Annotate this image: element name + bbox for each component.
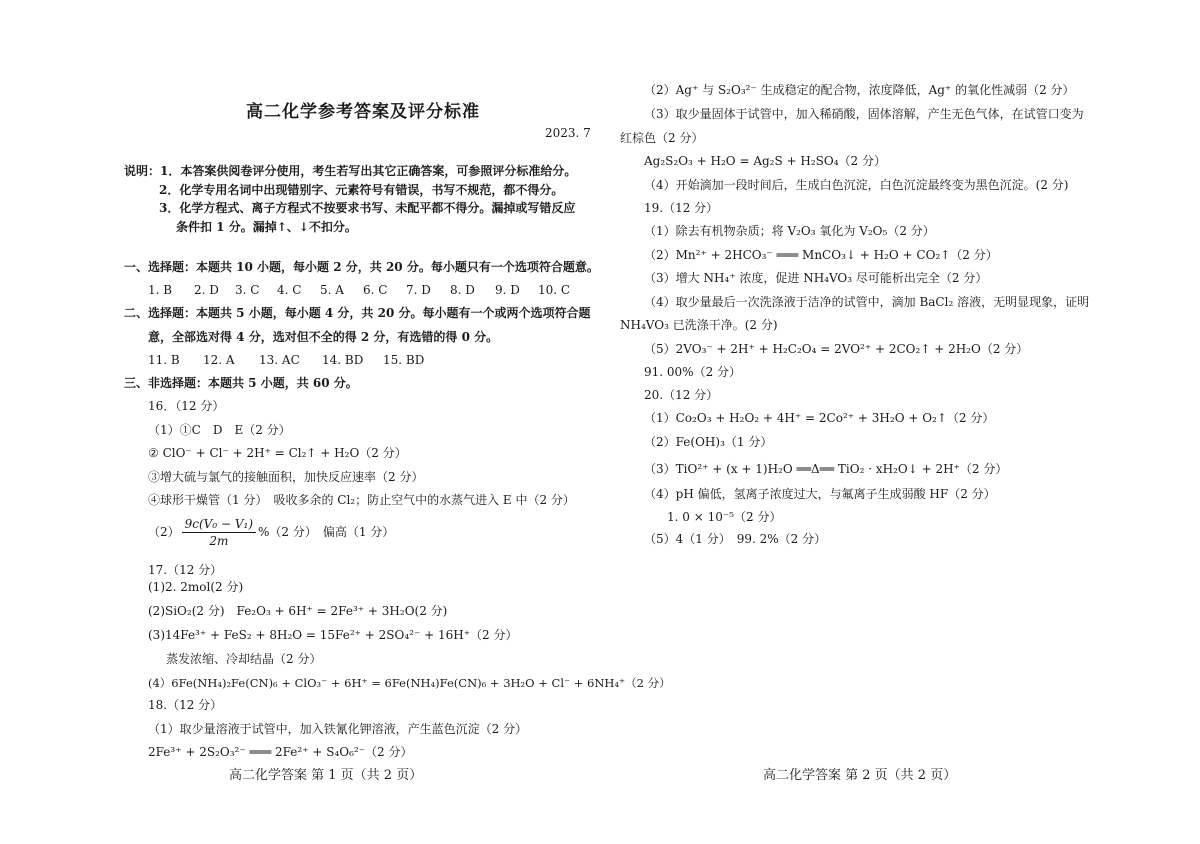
q16-line: ③增大硫与氯气的接触面积，加快反应速率（2 分）	[148, 470, 424, 484]
document-date: 2023. 7	[545, 126, 591, 140]
q19-line: （5）2VO₃⁻ + 2H⁺ + H₂C₂O₄ = 2VO²⁺ + 2CO₂↑ + 2H₂O（2 分）	[644, 342, 1029, 356]
q17-header: 17.（12 分）	[148, 563, 223, 577]
q19-line: （3）增大 NH₄⁺ 浓度，促进 NH₄VO₃ 尽可能析出完全（2 分）	[644, 271, 988, 285]
answer-item: 8. D	[450, 283, 475, 297]
q18-line: 红棕色（2 分）	[620, 131, 704, 145]
fraction	[182, 516, 256, 549]
q19-line: 91. 00%（2 分）	[644, 365, 742, 379]
q20-header: 20.（12 分）	[644, 388, 719, 402]
note-1: 说明：1．本答案供阅卷评分使用，考生若写出其它正确答案，可参照评分标准给分。	[124, 164, 577, 178]
q17-line: (1)2. 2mol(2 分)	[148, 580, 244, 594]
q18-line: （2）Ag⁺ 与 S₂O₃²⁻ 生成稳定的配合物，浓度降低，Ag⁺ 的氧化性减弱（2 分）	[644, 83, 1075, 97]
q19-header: 19.（12 分）	[644, 201, 719, 215]
q16-line: ④球形干燥管（1 分） 吸收多余的 Cl₂；防止空气中的水蒸气进入 E 中（2 分）	[148, 493, 575, 507]
q16-part2-label: （2）	[148, 525, 180, 539]
q16-part2-suffix: %（2 分） 偏高（1 分）	[258, 525, 395, 539]
q20-line: （5）4（1 分） 99. 2%（2 分）	[644, 532, 827, 546]
q18-line: 2Fe³⁺ + 2S₂O₃²⁻ ═══ 2Fe²⁺ + S₄O₆²⁻（2 分）	[148, 745, 413, 759]
q16-fraction-line	[148, 516, 394, 549]
q16-line: ② ClO⁻ + Cl⁻ + 2H⁺ = Cl₂↑ + H₂O（2 分）	[148, 446, 407, 460]
q18-line: （4）开始滴加一段时间后，生成白色沉淀，白色沉淀最终变为黑色沉淀。(2 分)	[644, 178, 1069, 192]
answer-item: 12. A	[203, 353, 235, 367]
q18-line: Ag₂S₂O₃ + H₂O = Ag₂S + H₂SO₄（2 分）	[644, 154, 886, 168]
answer-item: 9. D	[495, 283, 520, 297]
q19-line: NH₄VO₃ 已洗涤干净。(2 分)	[620, 318, 778, 332]
fraction-numerator: 9c(V₀ − V₁)	[182, 516, 256, 533]
q17-line: 蒸发浓缩、冷却结晶（2 分）	[166, 652, 322, 666]
note-2: 2．化学专用名词中出现错别字、元素符号有错误，书写不规范，都不得分。	[159, 183, 564, 197]
answer-item: 5. A	[320, 283, 344, 297]
note-3-cont: 条件扣 1 分。漏掉↑、↓不扣分。	[176, 220, 357, 234]
note-3: 3．化学方程式、离子方程式不按要求书写、未配平都不得分。漏掉或写错反应	[159, 201, 576, 215]
q20-line: 1. 0 × 10⁻⁵（2 分）	[667, 510, 782, 524]
q19-line: （1）除去有机物杂质；将 V₂O₃ 氧化为 V₂O₅（2 分）	[644, 224, 935, 238]
q20-line: （3）TiO²⁺ + (x + 1)H₂O ══Δ══ TiO₂ · xH₂O↓ + 2H⁺（2 分）	[644, 462, 1008, 476]
answer-item: 11. B	[148, 353, 180, 367]
q20-line: （4）pH 偏低，氢离子浓度过大，与氟离子生成弱酸 HF（2 分）	[644, 487, 996, 501]
q17-line: (4）6Fe(NH₄)₂Fe(CN)₆ + ClO₃⁻ + 6H⁺ = 6Fe(NH₄)Fe(CN)₆ + 3H₂O + Cl⁻ + 6NH₄⁺（2 分）	[148, 676, 671, 690]
q18-line: （3）取少量固体于试管中，加入稀硝酸，固体溶解，产生无色气体，在试管口变为	[644, 107, 1084, 121]
q18-header: 18.（12 分）	[148, 698, 223, 712]
fraction-denominator: 2m	[209, 534, 229, 548]
answer-item: 10. C	[538, 283, 571, 297]
q17-line: (2)SiO₂(2 分) Fe₂O₃ + 6H⁺ = 2Fe³⁺ + 3H₂O(2 分)	[148, 604, 448, 618]
q20-line: （2）Fe(OH)₃（1 分）	[644, 435, 773, 449]
answer-item: 4. C	[277, 283, 302, 297]
q20-line: （1）Co₂O₃ + H₂O₂ + 4H⁺ = 2Co²⁺ + 3H₂O + O₂↑（2 分）	[644, 411, 995, 425]
answer-item: 13. AC	[259, 353, 300, 367]
answer-item: 2. D	[194, 283, 219, 297]
section-2-heading: 二、选择题：本题共 5 小题，每小题 4 分，共 20 分。每小题有一个或两个选项符合题	[124, 306, 591, 320]
section-1-heading: 一、选择题：本题共 10 小题，每小题 2 分，共 20 分。每小题只有一个选项符合题意。	[124, 260, 599, 274]
answer-item: 6. C	[363, 283, 388, 297]
q19-line: （4）取少量最后一次洗涤液于洁净的试管中，滴加 BaCl₂ 溶液，无明显现象，证明	[644, 295, 1090, 309]
q16-header: 16．（12 分）	[148, 399, 225, 413]
q16-line: （1）①C D E（2 分）	[148, 423, 291, 437]
q17-line: (3)14Fe³⁺ + FeS₂ + 8H₂O = 15Fe²⁺ + 2SO₄²⁻ + 16H⁺（2 分）	[148, 628, 518, 642]
answer-item: 3. C	[235, 283, 260, 297]
answer-item: 7. D	[406, 283, 431, 297]
document-title: 高二化学参考答案及评分标准	[246, 102, 480, 122]
page-footer: 高二化学答案 第 1 页（共 2 页）	[229, 768, 423, 783]
answer-page-2	[600, 0, 1200, 844]
section-3-heading: 三、非选择题：本题共 5 小题，共 60 分。	[124, 376, 358, 390]
section-2-heading-cont: 意，全部选对得 4 分，选对但不全的得 2 分，有选错的得 0 分。	[148, 330, 499, 344]
answer-item: 1. B	[148, 283, 173, 297]
answer-item: 15. BD	[383, 353, 425, 367]
page-footer: 高二化学答案 第 2 页（共 2 页）	[763, 768, 957, 783]
q18-line: （1）取少量溶液于试管中，加入铁氰化钾溶液，产生蓝色沉淀（2 分）	[148, 722, 528, 736]
answer-item: 14. BD	[322, 353, 364, 367]
q19-line: （2）Mn²⁺ + 2HCO₃⁻ ═══ MnCO₃↓ + H₂O + CO₂↑（2 分）	[644, 248, 998, 262]
